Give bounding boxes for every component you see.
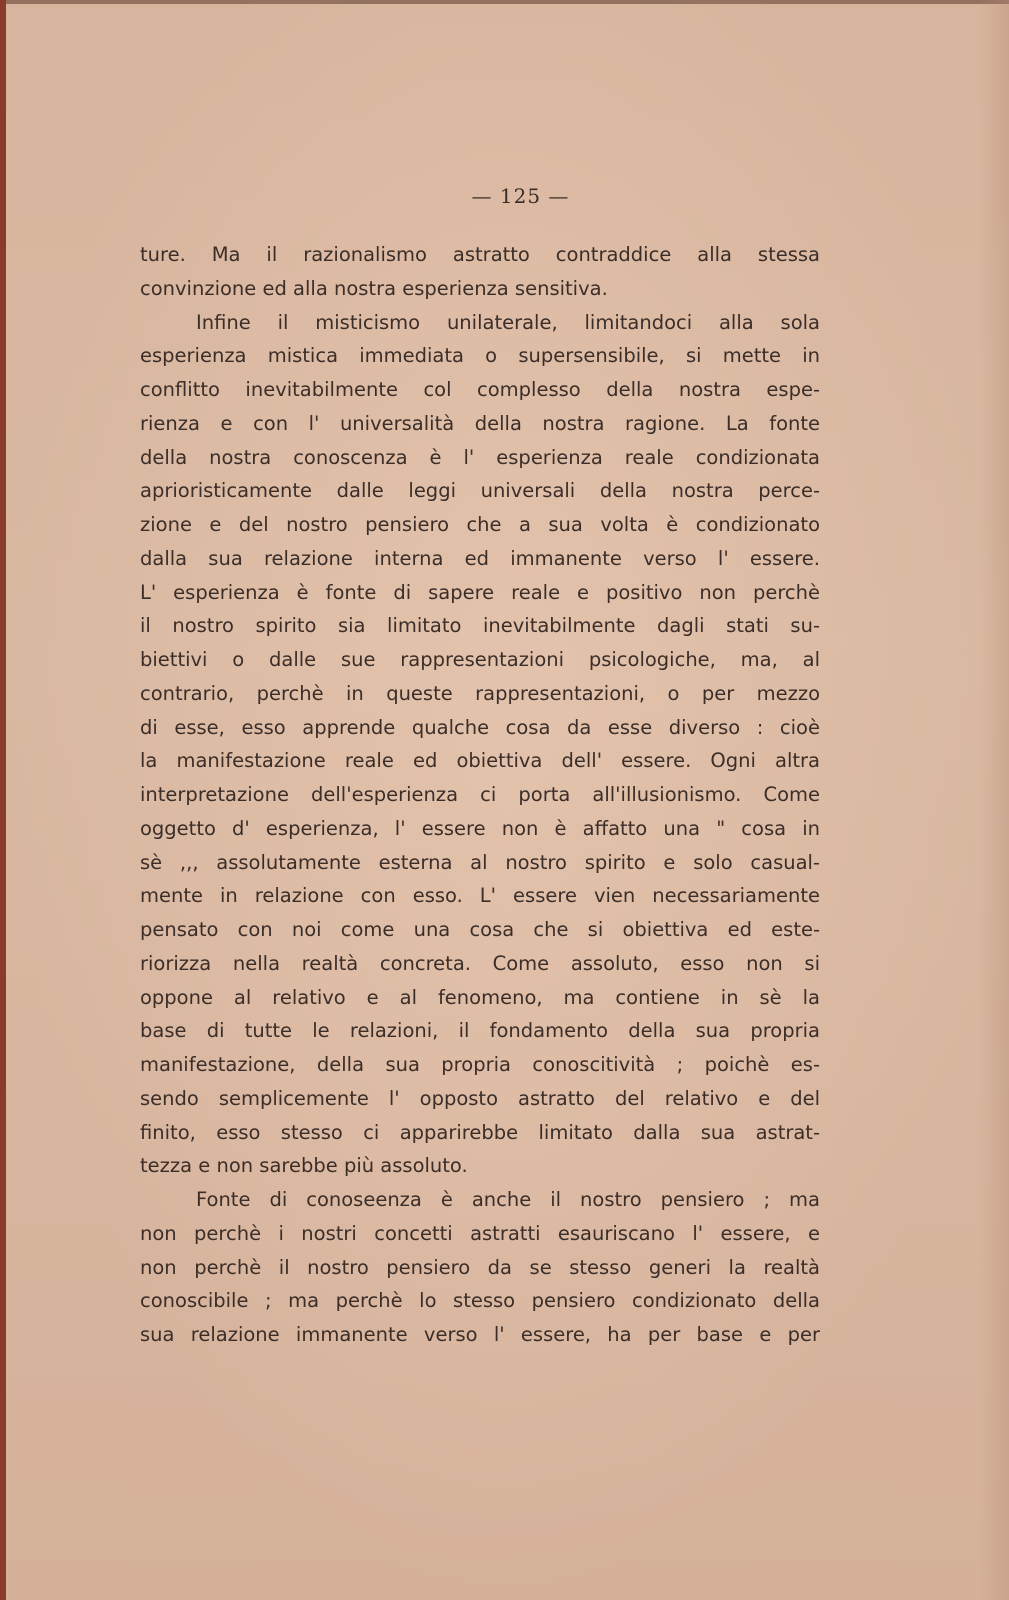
text-line: non perchè i nostri concetti astratti esauriscano l' essere, e	[140, 1221, 820, 1245]
text-line: ture. Ma il razionalismo astratto contraddice alla stessa	[140, 243, 820, 266]
text-line: contrario, perchè in queste rappresentazioni, o per mezzo	[140, 681, 820, 705]
text-line: conoscibile ; ma perchè lo stesso pensiero condizionato della	[140, 1289, 820, 1313]
text-line: finito, esso stesso ci apparirebbe limitato dalla sua astrat-	[140, 1120, 820, 1144]
text-line: di esse, esso apprende qualche cosa da esse diverso : cioè	[140, 715, 820, 739]
text-line: non perchè il nostro pensiero da se stesso generi la realtà	[140, 1255, 820, 1279]
text-line: manifestazione, della sua propria conoscitività ; poichè es-	[140, 1053, 820, 1076]
text-line: sendo semplicemente l' opposto astratto del relativo e del	[140, 1086, 820, 1110]
text-line: Infine il misticismo unilaterale, limitandoci alla sola	[196, 310, 820, 334]
text-line: biettivi o dalle sue rappresentazioni psicologiche, ma, al	[140, 648, 820, 671]
text-line: della nostra conoscenza è l' esperienza reale condizionata	[140, 445, 820, 469]
text-line: riorizza nella realtà concreta. Come assoluto, esso non si	[140, 951, 820, 975]
text-line: aprioristicamente dalle leggi universali della nostra perce-	[140, 479, 820, 503]
text-line: convinzione ed alla nostra esperienza sensitiva.	[140, 276, 608, 300]
text-line: la manifestazione reale ed obiettiva dell' essere. Ogni altra	[140, 749, 820, 773]
text-line: mente in relazione con esso. L' essere vien necessariamente	[140, 884, 820, 908]
text-line: zione e del nostro pensiero che a sua volta è condizionato	[140, 513, 820, 536]
text-line: il nostro spirito sia limitato inevitabilmente dagli stati su-	[140, 614, 820, 638]
text-line: Fonte di conoseenza è anche il nostro pensiero ; ma	[196, 1188, 820, 1211]
text-line: conflitto inevitabilmente col complesso della nostra espe-	[140, 378, 820, 401]
page-number: — 125 —	[471, 184, 570, 208]
text-line: sè ,,, assolutamente esterna al nostro spirito e solo casual-	[140, 850, 820, 874]
text-line: base di tutte le relazioni, il fondamento della sua propria	[140, 1019, 820, 1043]
text-line: L' esperienza è fonte di sapere reale e positivo non perchè	[140, 580, 820, 604]
text-line: dalla sua relazione interna ed immanente verso l' essere.	[140, 546, 820, 570]
text-line: rienza e con l' universalità della nostra ragione. La fonte	[140, 411, 820, 435]
text-line: sua relazione immanente verso l' essere, ha per base e per	[140, 1323, 820, 1346]
text-line: esperienza mistica immediata o supersensibile, si mette in	[140, 344, 820, 368]
text-line: oppone al relativo e al fenomeno, ma contiene in sè la	[140, 985, 820, 1009]
text-line: interpretazione dell'esperienza ci porta all'illusionismo. Come	[140, 783, 820, 806]
text-line: tezza e non sarebbe più assoluto.	[140, 1154, 468, 1178]
body-text	[140, 238, 820, 1352]
text-line: pensato con noi come una cosa che si obiettiva ed este-	[140, 918, 820, 941]
text-line: oggetto d' esperienza, l' essere non è affatto una " cosa in	[140, 816, 820, 840]
